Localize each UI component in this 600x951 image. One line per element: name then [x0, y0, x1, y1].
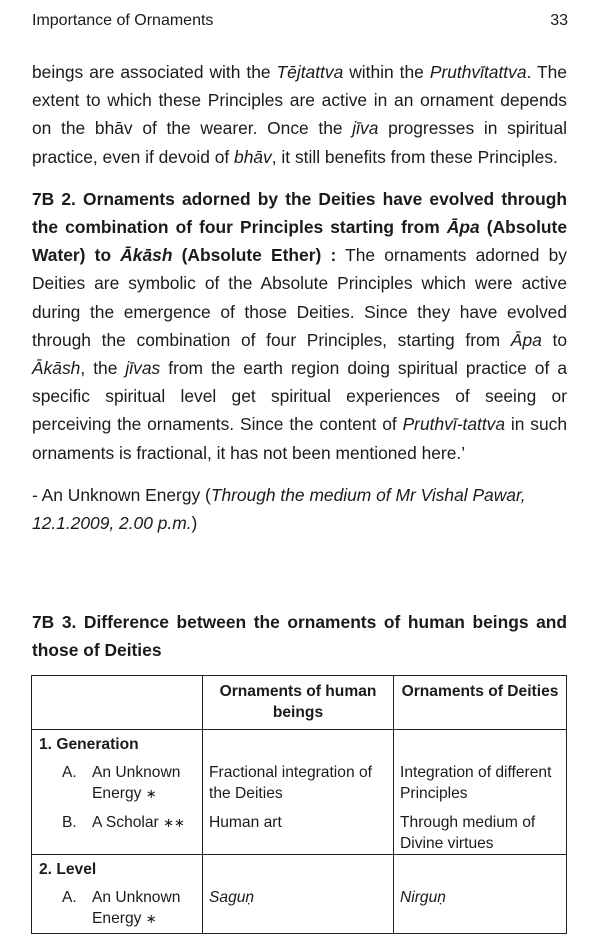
- section-7b3-heading: 7B 3. Difference between the ornaments of human beings and those of Deities: [32, 612, 567, 661]
- group-generation: 1. Generation: [39, 736, 139, 753]
- cell-human-level-a: Saguṇ: [209, 889, 255, 906]
- list-item: A. An Unknown Energy ∗: [62, 764, 181, 802]
- table-header-deities: Ornaments of Deities: [394, 676, 567, 730]
- paragraph-principles: beings are associated with the Tējtattva within the Pruthvītattva. The extent to which these Principles are active in an ornament depends on the bhāv of the wearer. Once the jīva progresses in spiritual practice, even if devoid of bhāv, it still benefits from these Principles.: [32, 62, 567, 167]
- table-header-row: [32, 676, 567, 730]
- body-text: [32, 58, 567, 537]
- table-header-blank: [32, 676, 203, 730]
- table-row-level: [32, 855, 567, 934]
- cell-deities-generation-a: Integration of different Principles: [400, 764, 552, 802]
- page-number: 33: [550, 12, 568, 29]
- chapter-title: Importance of Ornaments: [32, 12, 214, 29]
- table-row-generation: [32, 730, 567, 855]
- citation: - An Unknown Energy (Through the medium of Mr Vishal Pawar, 12.1.2009, 2.00 p.m.): [32, 484, 526, 534]
- cell-deities-generation-b: Through medium of Divine virtues: [400, 814, 536, 852]
- cell-human-generation-a: Fractional integration of the Deities: [209, 764, 372, 802]
- list-item: A. An Unknown Energy ∗: [62, 889, 181, 927]
- running-header: [32, 12, 568, 36]
- cell-human-generation-b: Human art: [209, 814, 282, 831]
- table-header-human: Ornaments of human beings: [203, 676, 394, 730]
- list-item: B. A Scholar ∗∗: [62, 814, 185, 831]
- group-level: 2. Level: [39, 861, 97, 878]
- comparison-table: [31, 675, 567, 934]
- section-7b2: 7B 2. Ornaments adorned by the Deities have evolved through the combination of four Principles starting from Āpa (Absolute Water) to Ākāsh (Absolute Ether) : The ornaments adorned by Deities are symbolic of the Absolute Principles which were active during the emergence of those Deities. Since they have evolved through the combination of four Principles, starting from Āpa to Ākāsh, the jīvas from the earth region doing spiritual practice of a specific spiritual level get spiritual experiences of seeing or perceiving the ornaments. Since the content of Pruthvī-tattva in such ornaments is fractional, it has not been mentioned here.’: [32, 188, 568, 463]
- cell-deities-level-a: Nirguṇ: [400, 889, 446, 906]
